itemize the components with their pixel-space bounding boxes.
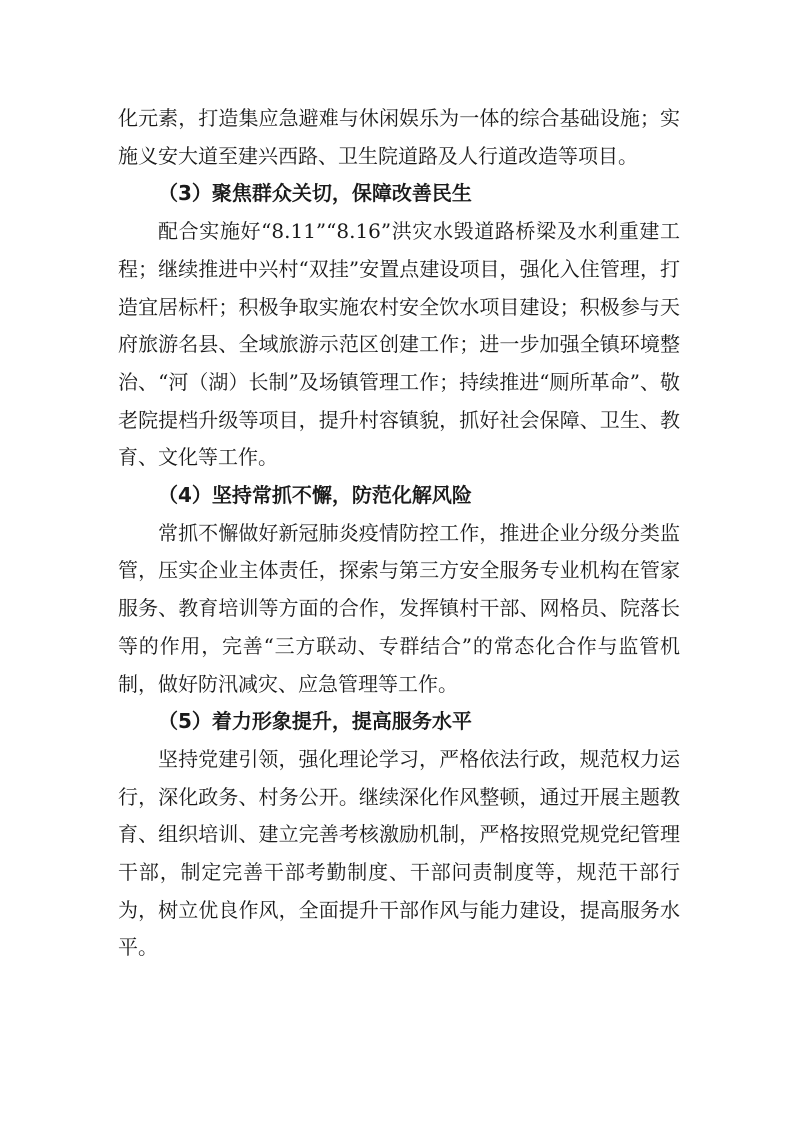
- paragraph-service-level: 坚持党建引领，强化理论学习，严格依法行政，规范权力运行，深化政务、村务公开。继续深化作风整顿，通过开展主题教育、组织培训、建立完善考核激励机制，严格按照党规党纪管理干部，制定完善干部考勤制度、干部问责制度等，规范干部行为，树立优良作风，全面提升干部作风与能力建设，提高服务水平。: [118, 746, 680, 960]
- section-heading-4: （4）坚持常抓不懈，防范化解风险: [158, 483, 472, 508]
- paragraph-continued: 化元素，打造集应急避难与休闲娱乐为一体的综合基础设施；实施义安大道至建兴西路、卫生院道路及人行道改造等项目。: [118, 106, 680, 168]
- paragraph-risk-prevention: 常抓不懈做好新冠肺炎疫情防控工作，推进企业分级分类监管，压实企业主体责任，探索与第三方安全服务专业机构在管家服务、教育培训等方面的合作，发挥镇村干部、网格员、院落长等的作用，完善“三方联动、专群结合”的常态化合作与监管机制，做好防汛减灾、应急管理等工作。: [118, 520, 680, 696]
- section-heading-5: （5）着力形象提升，提高服务水平: [158, 709, 472, 734]
- section-heading-3: （3）聚焦群众关切，保障改善民生: [158, 181, 472, 206]
- paragraph-livelihood: 配合实施好“8.11”“8.16”洪灾水毁道路桥梁及水利重建工程；继续推进中兴村“双挂”安置点建设项目，强化入住管理，打造宜居标杆；积极争取实施农村安全饮水项目建设；积极参与天府旅游名县、全域旅游示范区创建工作；进一步加强全镇环境整治、“河（湖）长制”及场镇管理工作；持续推进“厕所革命”、敬老院提档升级等项目，提升村容镇貌，抓好社会保障、卫生、教育、文化等工作。: [118, 219, 680, 470]
- document-page: [118, 100, 680, 967]
